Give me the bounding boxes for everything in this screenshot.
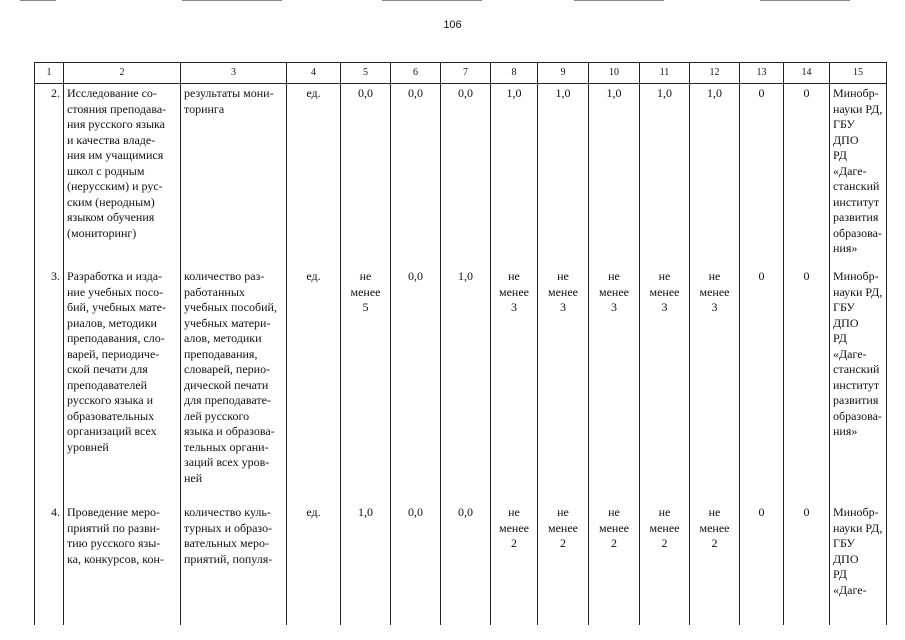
cell-line: ния русского языка [67,117,165,131]
page-number: 106 [443,19,462,31]
header-cell-15: 15 [830,63,887,84]
program-table [34,62,887,625]
row-number: 3. [35,269,64,505]
cell-line: школ с родным [67,163,145,178]
cell-line: учебных матери- [184,315,271,330]
value-cell [690,269,740,505]
cell-line: 1,0 [707,86,722,100]
header-cell-13: 13 [740,63,784,84]
table-row [35,84,887,270]
cell-line: риалов, методики [67,315,157,330]
header-cell-5: 5 [341,63,391,84]
activity-name [64,84,181,270]
cell-line: 1,0 [458,269,473,283]
cell-line: 1,0 [606,86,622,100]
cell-line: ским (неродным) [67,194,155,209]
cell-line: не [608,505,620,519]
executor [830,84,887,270]
header-cell-11: 11 [640,63,690,84]
cell-line: количество куль- [184,505,271,519]
cell-line: языка и образова- [184,424,275,438]
value-cell [538,269,589,505]
cell-line: 2 [611,536,617,550]
cell-line: станский [833,362,880,376]
activity-name [64,505,181,625]
cell-line: вательных меро- [184,536,269,550]
cell-line: турных и образо- [184,520,273,535]
indicator [181,269,287,505]
value-cell [640,269,690,505]
cell-line: русского языка и [67,393,154,407]
value-cell [538,84,589,270]
cell-line: 0,0 [408,269,423,283]
cell-line: институт [833,194,880,209]
header-cell-12: 12 [690,63,740,84]
cell-line: заций всех уров- [184,455,270,469]
value-cell [690,84,740,270]
value-cell [391,269,441,505]
cell-line: приятий, популя- [184,551,273,566]
executor [830,269,887,505]
top-rule [382,0,482,1]
executor [830,505,887,625]
value-cell [391,505,441,625]
cell-line: образовательных [67,408,155,423]
cell-line: 0,0 [358,86,373,100]
value-cell [589,84,640,270]
cell-line: количество раз- [184,269,265,283]
unit: ед. [287,84,341,270]
cell-line: ния» [833,424,858,438]
cell-line: Минобр- [833,269,879,283]
cell-line: ГБУ ДПО [833,536,859,566]
cell-line: 1,0 [506,86,522,100]
cell-line: науки РД, [833,284,883,299]
cell-line: ние учебных посо- [67,284,164,299]
cell-line: науки РД, [833,520,883,535]
unit: ед. [287,505,341,625]
cell-line: менее [499,520,529,535]
header-cell-7: 7 [441,63,491,84]
cell-line: для преподавате- [184,393,271,407]
cell-line: не [359,269,372,283]
cell-line: 3 [560,300,566,314]
cell-line: Разработка и изда- [67,269,163,283]
cell-line: стояния преподава- [67,101,167,116]
header-cell-8: 8 [491,63,538,84]
cell-line: 1,0 [555,86,571,100]
value-cell [640,84,690,270]
cell-line: лей русского [184,408,250,423]
value-cell: 0 [740,84,784,270]
header-cell-9: 9 [538,63,589,84]
value-cell: 0 [784,84,830,270]
cell-line: словарей, перио- [184,362,271,376]
top-rule [182,0,282,1]
cell-line: алов, методики [184,331,262,345]
cell-line: тию русского язы- [67,536,161,550]
cell-line: менее [548,520,578,535]
cell-line: торинга [184,101,225,116]
cell-line: образова- [833,408,882,423]
cell-line: менее [350,284,381,299]
header-cell-4: 4 [287,63,341,84]
cell-line: не [708,269,721,283]
cell-line: ка, конкурсов, кон- [67,551,164,566]
cell-line: учебных пособий, [184,300,277,314]
value-cell: 0 [740,505,784,625]
top-rule [20,0,56,1]
cell-line: варей, периодиче- [67,346,160,361]
cell-line: РД «Даге- [833,567,867,597]
top-rule [574,0,664,1]
header-cell-3: 3 [181,63,287,84]
row-number: 4. [35,505,64,625]
cell-line: приятий по разви- [67,520,161,535]
cell-line: станский [833,179,880,193]
cell-line: институт [833,377,880,392]
cell-line: не [708,505,721,519]
header-cell-6: 6 [391,63,441,84]
cell-line: науки РД, [833,101,883,116]
value-cell: 0 [784,505,830,625]
value-cell [640,505,690,625]
value-cell [341,505,391,625]
cell-line: (нерусским) и рус- [67,179,163,193]
cell-line: не [658,505,671,519]
value-cell [341,84,391,270]
header-cell-14: 14 [784,63,830,84]
cell-line: 2 [661,536,668,550]
cell-line: тельных органи- [184,439,269,454]
cell-line: не [508,269,520,283]
value-cell [690,505,740,625]
cell-line: бий, учебных мате- [67,300,166,314]
cell-line: организаций всех [67,424,157,438]
value-cell [441,505,491,625]
cell-line: работанных [184,284,245,299]
cell-line: развития [833,393,879,407]
value-cell [441,84,491,270]
row-number: 2. [35,84,64,270]
table-row [35,269,887,505]
cell-line: 3 [711,300,718,314]
cell-line: 0,0 [408,86,423,100]
cell-line: 2 [560,536,566,550]
cell-line: не [658,269,671,283]
header-cell-2: 2 [64,63,181,84]
cell-line: не [557,505,569,519]
cell-line: преподавания, сло- [67,331,165,345]
value-cell [341,269,391,505]
value-cell [491,505,538,625]
cell-line: ней [184,470,203,485]
cell-line: и качества владе- [67,132,156,147]
cell-line: 0,0 [458,86,473,100]
cell-line: Минобр- [833,86,879,100]
cell-line: дической печати [184,377,269,392]
cell-line: менее [599,284,629,299]
value-cell [391,84,441,270]
cell-line: ской печати для [67,362,148,376]
unit: ед. [287,269,341,505]
cell-line: 0,0 [458,505,473,519]
cell-line: Минобр- [833,505,879,519]
value-cell [441,269,491,505]
cell-line: 1,0 [358,505,373,519]
cell-line: ГБУ ДПО [833,117,859,147]
cell-line: Проведение меро- [67,505,160,519]
activity-name [64,269,181,505]
cell-line: не [508,505,520,519]
value-cell [491,84,538,270]
cell-line: уровней [67,439,109,454]
cell-line: ния им учащимися [67,148,164,162]
value-cell [589,269,640,505]
value-cell [491,269,538,505]
cell-line: менее [649,284,680,299]
cell-line: менее [599,520,629,535]
cell-line: образова- [833,225,882,240]
cell-line: менее [649,520,680,535]
cell-line: не [557,269,569,283]
header-cell-10: 10 [589,63,640,84]
cell-line: (мониторинг) [67,225,137,240]
cell-line: менее [699,284,730,299]
header-cell-1: 1 [35,63,64,84]
cell-line: 2 [511,536,517,550]
cell-line: 1,0 [657,86,672,100]
cell-line: развития [833,210,879,224]
cell-line: Исследование со- [67,86,157,100]
indicator [181,84,287,270]
cell-line: менее [499,284,529,299]
cell-line: 2 [711,536,718,550]
cell-line: РД «Даге- [833,331,867,361]
value-cell: 0 [784,269,830,505]
value-cell [538,505,589,625]
cell-line: результаты мони- [184,86,274,100]
value-cell: 0 [740,269,784,505]
cell-line: языком обучения [67,210,155,224]
cell-line: 3 [661,300,668,314]
cell-line: преподавания, [184,346,258,361]
top-rule [760,0,850,1]
cell-line: 0,0 [408,505,423,519]
cell-line: ГБУ ДПО [833,300,859,330]
indicator [181,505,287,625]
cell-line: 5 [362,300,369,314]
cell-line: ния» [833,241,858,255]
cell-line: 3 [611,300,617,314]
cell-line: менее [548,284,578,299]
cell-line: менее [699,520,730,535]
cell-line: преподавателей [67,377,148,392]
cell-line: 3 [511,300,517,314]
cell-line: РД «Даге- [833,148,867,178]
value-cell [589,505,640,625]
table-row [35,505,887,625]
header-row [35,63,887,84]
cell-line: не [608,269,620,283]
